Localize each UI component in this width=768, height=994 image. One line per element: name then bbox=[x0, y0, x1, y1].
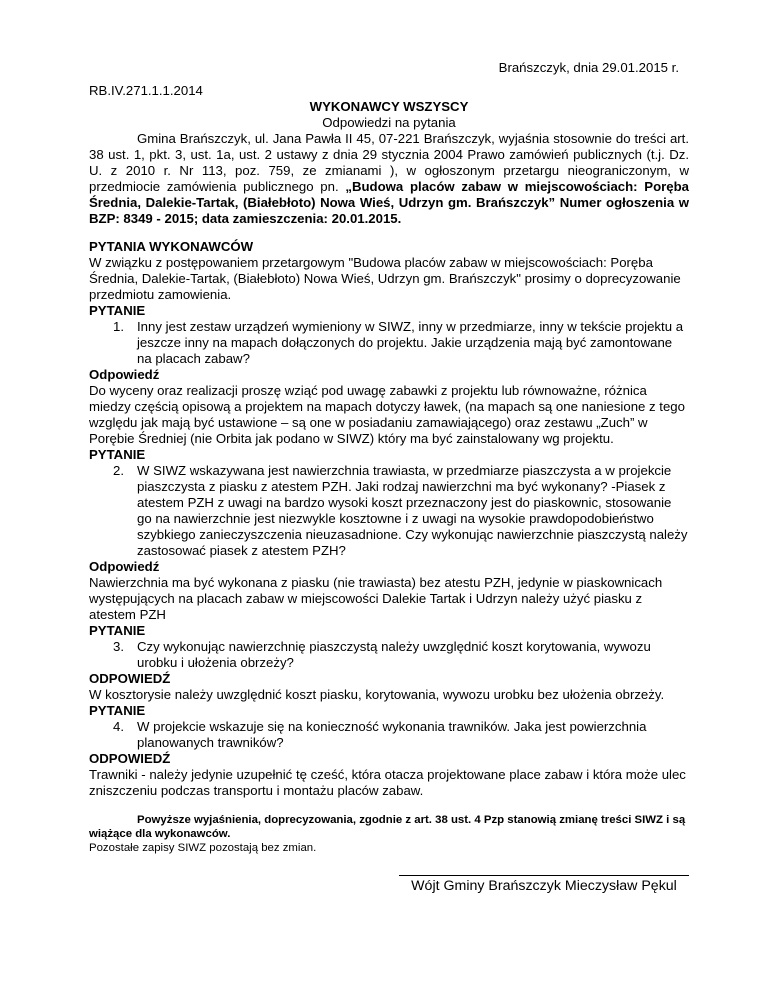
place-date: Brańszczyk, dnia 29.01.2015 r. bbox=[498, 60, 679, 75]
qa-block-4 bbox=[89, 703, 689, 799]
intro-text: Gmina Brańszczyk, ul. Jana Pawła II 45, 07-221 Brańszczyk, wyjaśnia stosownie do treści art. 38 ust. 1, pkt. 3, ust. 1a, ust. 2 ustawy z dnia 29 stycznia 2004 Prawo zamówień publicznych (t.j. Dz. U. z 2010 r. Nr 113, poz. 759, ze zmianami ), w ogłoszonym przetargu nieograniczonym, w przedmiocie zamówienia publicznego pn. bbox=[89, 131, 689, 194]
closing-note bbox=[89, 813, 689, 855]
answer-label: ODPOWIEDŹ bbox=[89, 751, 171, 766]
question-number: 1. bbox=[113, 319, 124, 334]
reference-number: RB.IV.271.1.1.2014 bbox=[89, 83, 203, 98]
question-number: 2. bbox=[113, 463, 124, 478]
document-subtitle: Odpowiedzi na pytania bbox=[322, 115, 456, 130]
question-item bbox=[89, 639, 689, 671]
question-label: PYTANIE bbox=[89, 303, 146, 318]
question-item bbox=[89, 719, 689, 751]
question-item bbox=[89, 463, 689, 559]
binding-note-text: Powyższe wyjaśnienia, doprecyzowania, zgodnie z art. 38 ust. 4 Pzp stanowią zmianę treści SIWZ i są wiążące dla wykonawców. bbox=[89, 814, 686, 840]
binding-note bbox=[89, 813, 689, 841]
question-label: PYTANIE bbox=[89, 623, 146, 638]
question-text: W SIWZ wskazywana jest nawierzchnia trawiasta, w przedmiarze piaszczysta a w projekcie piaszczysta z piasku z atestem PZH. Jaki rodzaj nawierzchni ma być wykonany? -Piasek z atestem PZH z uwagi na bardzo wysoki koszt przeznaczony jest do piaskownic, stosowanie go na nawierzchnie jest niezwykle kosztowne i z uwagi na wysokie prawdopodobieństwo szybkiego zanieczyszczenia nieuzasadnione. Czy wykonując nawierzchnie piaszczystą należy zastosować piasek z atestem PZH? bbox=[137, 463, 688, 558]
question-text: W projekcie wskazuje się na konieczność wykonania trawników. Jaka jest powierzchnia planowanych trawników? bbox=[137, 719, 647, 750]
answer-label: Odpowiedź bbox=[89, 559, 160, 574]
answer-text: Nawierzchnia ma być wykonana z piasku (nie trawiasta) bez atestu PZH, jedynie w piaskownicach występujących na placach zabaw w miejscowości Dalekie Tartak i Udrzyn należy użyć piasku z atestem PZH bbox=[89, 575, 663, 622]
question-number: 4. bbox=[113, 719, 124, 734]
answer-text: W kosztorysie należy uwzględnić koszt piasku, korytowania, wywozu urobku bez ułożenia obrzeży. bbox=[89, 687, 665, 702]
tender-title: „Budowa placów zabaw w miejscowościach: Poręba Średnia, Dalekie-Tartak, (Białebłoto) Nowa Wieś, Udrzyn gm. Brańszczyk” Numer ogłoszenia w BZP: 8349 - 2015; data zamieszczenia: 20.01.2015. bbox=[89, 179, 690, 226]
answer-label: Odpowiedź bbox=[89, 367, 160, 382]
signature: Wójt Gminy Brańszczyk Mieczysław Pękul bbox=[399, 875, 689, 895]
question-text: Inny jest zestaw urządzeń wymieniony w SIWZ, inny w przedmiarze, inny w tekście projektu a jeszcze inny na mapach dołączonych do projektu. Jakie urządzenia mają być zamontowane na placach zabaw? bbox=[137, 319, 684, 366]
addressee: WYKONAWCY WSZYSCY bbox=[309, 99, 469, 114]
question-text: Czy wykonując nawierzchnię piaszczystą należy uwzględnić koszt korytowania, wywozu urobku i ułożenia obrzeży? bbox=[137, 639, 651, 670]
questions-heading: PYTANIA WYKONAWCÓW bbox=[89, 239, 254, 254]
qa-block-3 bbox=[89, 623, 689, 703]
question-number: 3. bbox=[113, 639, 124, 654]
question-item bbox=[89, 319, 689, 367]
answer-label: ODPOWIEDŹ bbox=[89, 671, 171, 686]
question-label: PYTANIE bbox=[89, 447, 146, 462]
answer-text: Do wyceny oraz realizacji proszę wziąć pod uwagę zabawki z projektu lub równoważne, różnica miedzy częścią opisową a projektem na mapach dotyczy ławek, (na mapach są one naniesione z tego względu jak mają być ustawione – są one w posiadaniu zamawiającego) oraz zestawu „Zuch” w Porębie Średniej (nie Orbita jak podano w SIWZ) który ma być zainstalowany wg projektu. bbox=[89, 383, 685, 446]
qa-block-1 bbox=[89, 303, 689, 447]
document-page bbox=[89, 60, 689, 895]
qa-block-2 bbox=[89, 447, 689, 623]
question-label: PYTANIE bbox=[89, 703, 146, 718]
remaining-provisions-note: Pozostałe zapisy SIWZ pozostają bez zmian. bbox=[89, 842, 317, 854]
intro-paragraph bbox=[89, 131, 689, 227]
answer-text: Trawniki - należy jedynie uzupełnić tę cześć, która otacza projektowane place zabaw i która może ulec zniszczeniu podczas transportu i montażu placów zabaw. bbox=[89, 767, 686, 798]
questions-intro: W związku z postępowaniem przetargowym "Budowa placów zabaw w miejscowościach: Poręba Średnia, Dalekie-Tartak, (Białebłoto) Nowa Wieś, Udrzyn gm. Brańszczyk" prosimy o doprecyzowanie przedmiotu zamowienia. bbox=[89, 255, 681, 302]
